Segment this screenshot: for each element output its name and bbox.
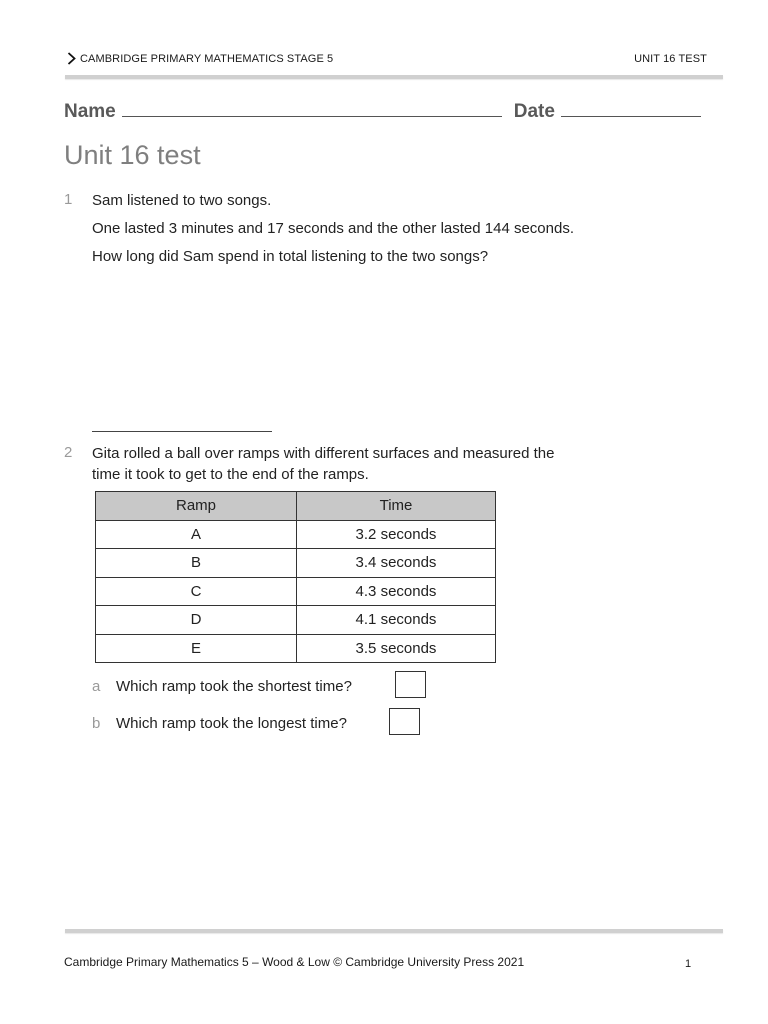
page-number: 1: [685, 958, 692, 970]
date-label: Date: [513, 101, 555, 122]
page-header: [64, 50, 707, 70]
question-1-line-1: Sam listened to two songs.: [92, 192, 272, 209]
header-divider: [65, 75, 723, 79]
part-b-letter: b: [92, 715, 101, 732]
time-cell: 3.5 seconds: [297, 634, 496, 663]
part-b-answer-box[interactable]: [389, 708, 420, 735]
ramp-cell: E: [96, 634, 297, 663]
chevron-right-icon: [67, 52, 76, 68]
table-row: [96, 549, 496, 578]
ramp-cell: B: [96, 549, 297, 578]
table-row: [96, 577, 496, 606]
series-title: CAMBRIDGE PRIMARY MATHEMATICS STAGE 5: [80, 53, 334, 65]
time-cell: 3.2 seconds: [297, 520, 496, 549]
ramp-cell: A: [96, 520, 297, 549]
unit-label: UNIT 16 TEST: [634, 53, 707, 65]
name-label: Name: [64, 101, 116, 122]
question-1-line-3: How long did Sam spend in total listening to the two songs?: [92, 248, 489, 265]
footer-credit: Cambridge Primary Mathematics 5 – Wood & Low © Cambridge University Press 2021: [64, 955, 525, 969]
column-header-ramp: Ramp: [96, 492, 297, 521]
table-row: [96, 634, 496, 663]
question-1-number: 1: [64, 191, 73, 208]
time-cell: 3.4 seconds: [297, 549, 496, 578]
ramp-times-table: [95, 491, 496, 663]
question-1-answer-line[interactable]: [92, 431, 272, 432]
question-1-line-2: One lasted 3 minutes and 17 seconds and the other lasted 144 seconds.: [92, 220, 574, 237]
table-row: [96, 606, 496, 635]
time-cell: 4.1 seconds: [297, 606, 496, 635]
question-2-line-1: Gita rolled a ball over ramps with different surfaces and measured the: [92, 445, 555, 462]
name-date-row: [64, 100, 701, 123]
part-a-letter: a: [92, 678, 101, 695]
name-answer-line[interactable]: [122, 100, 502, 117]
table-row: [96, 520, 496, 549]
question-2-number: 2: [64, 444, 73, 461]
date-answer-line[interactable]: [561, 100, 701, 117]
part-a-answer-box[interactable]: [395, 671, 426, 698]
ramp-cell: C: [96, 577, 297, 606]
column-header-time: Time: [297, 492, 496, 521]
page-title: Unit 16 test: [64, 140, 201, 170]
table-header-row: [96, 492, 496, 521]
part-a-question: Which ramp took the shortest time?: [116, 678, 352, 695]
question-2-line-2: time it took to get to the end of the ramps.: [92, 466, 369, 483]
part-b-question: Which ramp took the longest time?: [116, 715, 347, 732]
footer-divider: [65, 929, 723, 933]
time-cell: 4.3 seconds: [297, 577, 496, 606]
ramp-cell: D: [96, 606, 297, 635]
